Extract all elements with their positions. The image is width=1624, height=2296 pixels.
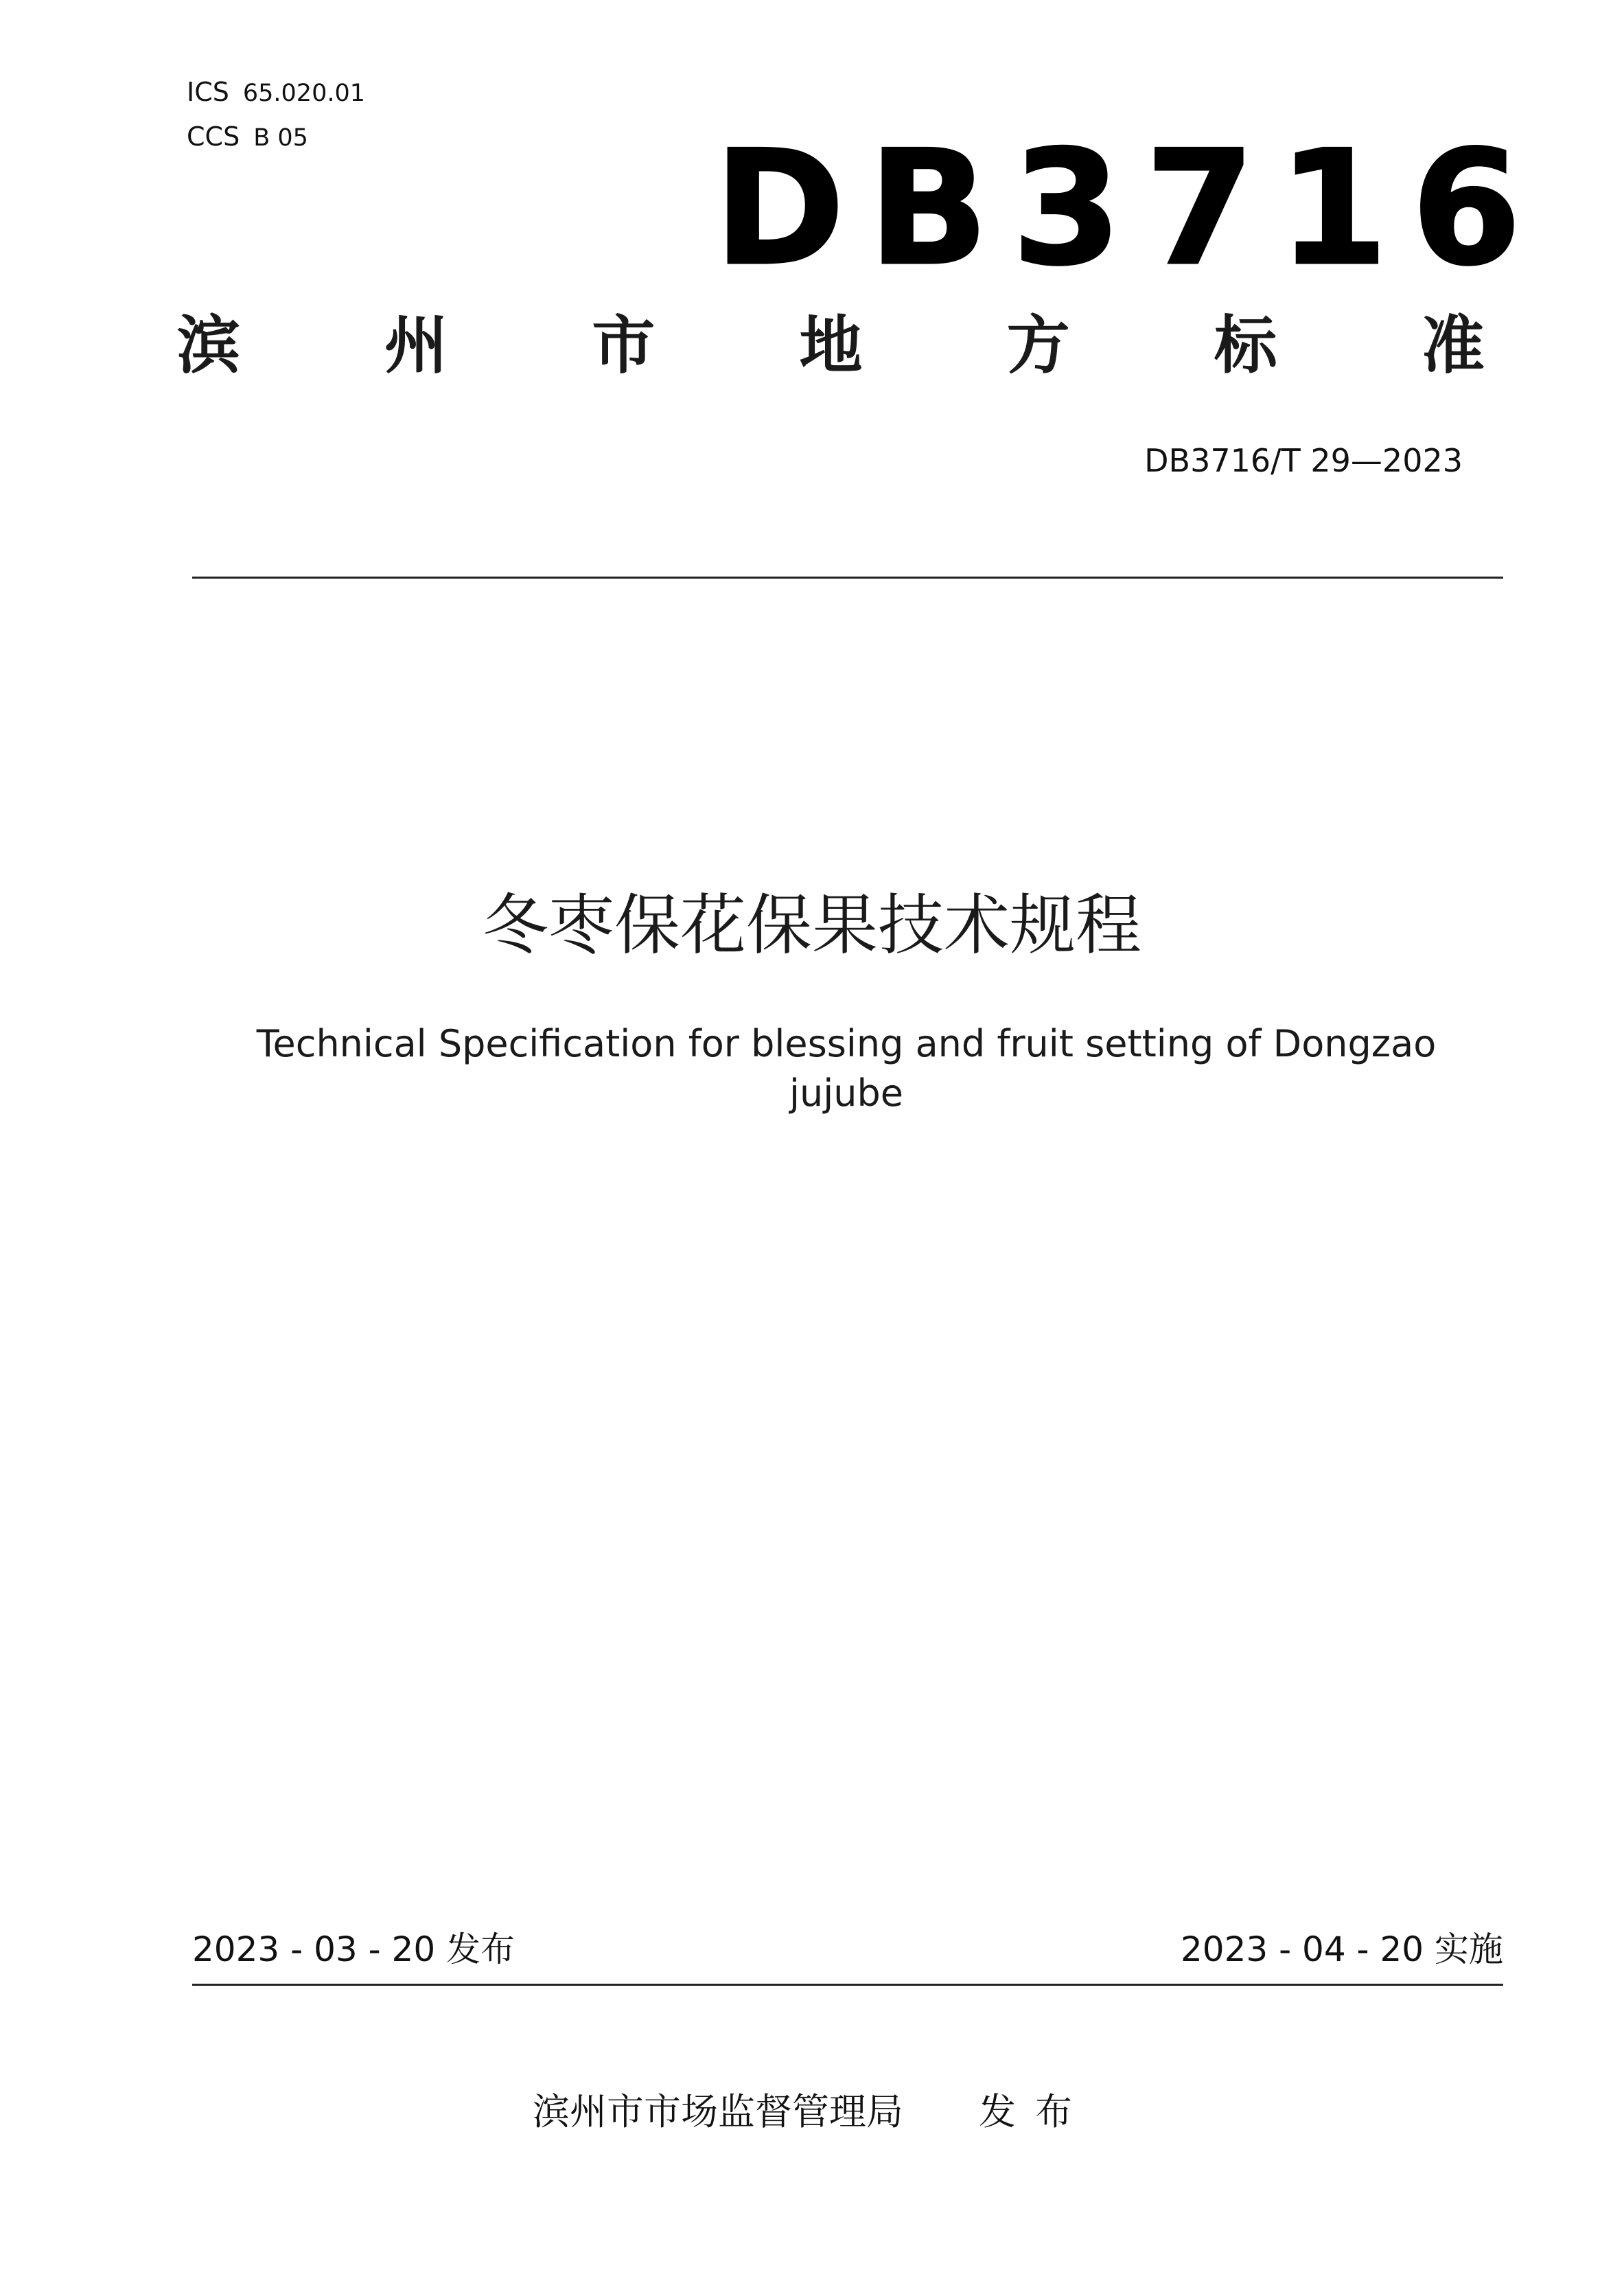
ics-code: [187, 79, 365, 106]
standard-type-char: 市: [592, 309, 656, 382]
issue-date: 2023 - 03 - 20 发布: [192, 1929, 515, 1969]
issuing-authority: [0, 2090, 1624, 2133]
top-divider: [192, 577, 1503, 579]
standard-type-char: 方: [1006, 309, 1070, 382]
standard-type-char: 地: [799, 309, 863, 382]
db-standard-logo: DB3716: [714, 117, 1545, 301]
ics-value: 65.020.01: [242, 80, 366, 107]
document-title-chinese: 冬枣保花保果技术规程: [483, 887, 1141, 964]
issuer-organization: 滨州市市场监督管理局: [533, 2090, 903, 2133]
implementation-date: 2023 - 04 - 20 实施: [1180, 1929, 1503, 1969]
bottom-divider: [192, 1984, 1503, 1986]
standard-type-char: 滨: [177, 309, 241, 382]
standard-type-char: 标: [1214, 309, 1277, 382]
standard-number: DB3716/T 29—2023: [1144, 442, 1463, 479]
ics-label: ICS: [187, 77, 229, 107]
standard-type-heading: [177, 309, 1485, 382]
ccs-code: [187, 121, 308, 152]
ccs-label: CCS: [187, 121, 240, 152]
issuer-action: 发布: [979, 2090, 1091, 2133]
document-title-english: Technical Specification for blessing and fruit setting of Dongzao jujube: [256, 1022, 1437, 1115]
standard-type-char: 准: [1421, 309, 1485, 382]
standard-type-char: 州: [384, 309, 448, 382]
ccs-value: B 05: [253, 124, 308, 152]
